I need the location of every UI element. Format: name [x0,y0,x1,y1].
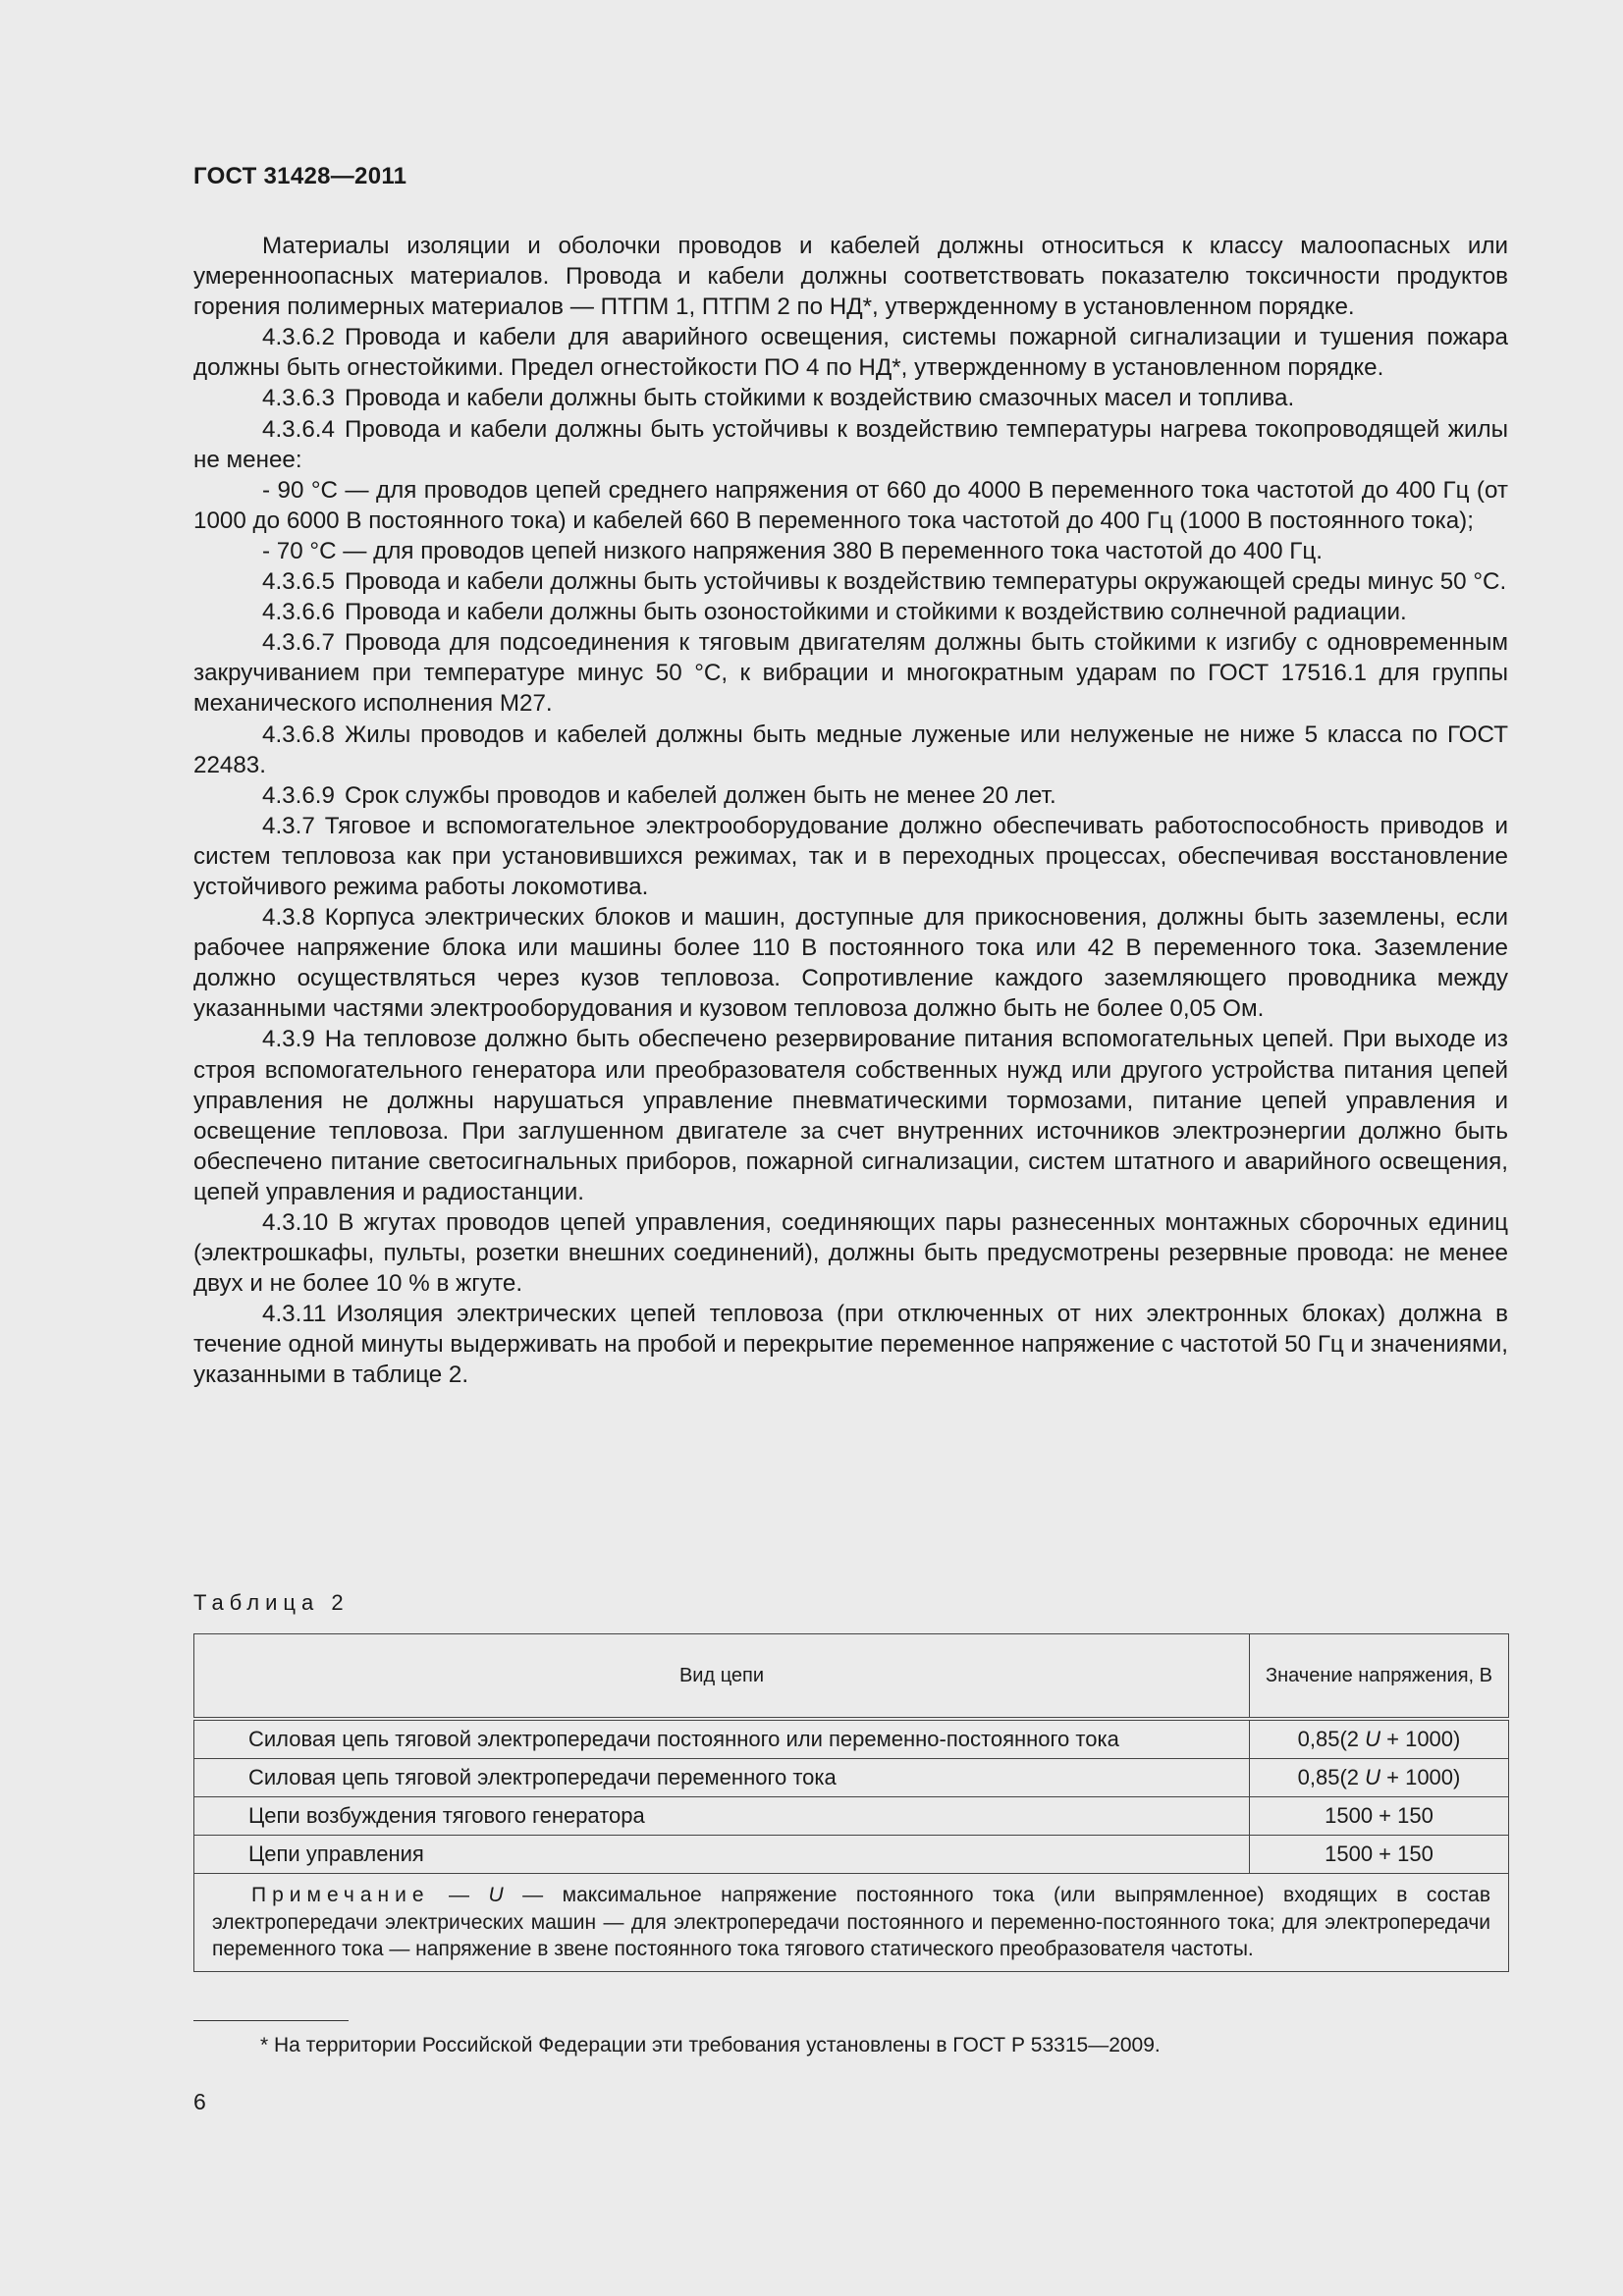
paragraph-text: Провода для подсоединения к тяговым двигателям должны быть стойкими к изгибу с одновременным закручиванием при температуре минус 50 °С, к вибрации и многократным ударам по ГОСТ 17516.1 для группы механического исполнения М27. [193,629,1508,718]
paragraph-4-3-6-3 [193,383,1508,413]
clause-number: 4.3.6.4 [262,415,335,443]
paragraph-text: Срок службы проводов и кабелей должен быть не менее 20 лет. [344,781,1056,809]
paragraph-4-3-6-6 [193,597,1508,627]
clause-number: 4.3.6.7 [262,629,335,657]
note-label: Примечание [251,1884,430,1906]
circuit-name: Силовая цепь тяговой электропередачи постоянного или переменно-постоянного тока [194,1719,1250,1759]
footnote-divider [193,2020,349,2021]
note-dash: — [429,1884,489,1906]
clause-number: 4.3.10 [262,1209,329,1236]
voltage-value [1250,1797,1509,1836]
paragraph-4-3-10 [193,1207,1508,1299]
body-text [193,231,1508,1391]
paragraph-text: Тяговое и вспомогательное электрооборудование должно обеспечивать работоспособность приводов и систем тепловоза как при установившихся режимах, так и в переходных процессах, обеспечивая восстановление устойчивого режима работы локомотива. [193,812,1508,900]
circuit-name: Цепи возбуждения тягового генератора [194,1797,1250,1836]
paragraph-4-3-8 [193,902,1508,1024]
paragraph-4-3-6-4 [193,414,1508,475]
voltage-variable: U [1365,1765,1381,1789]
voltage-table [193,1633,1509,1972]
paragraph-4-3-7 [193,811,1508,902]
table-row [194,1759,1509,1797]
paragraph-text: Материалы изоляции и оболочки проводов и кабелей должны относиться к классу малоопасных или умеренноопасных материалов. Провода и кабели должны соответствовать показателю токсичности продуктов горения полимерных материалов — ПТПМ 1, ПТПМ 2 по НД*, утвержденному в установленном порядке. [193,233,1508,321]
clause-number: 4.3.6.3 [262,385,335,412]
note-variable: U [488,1884,504,1906]
paragraph-4-3-6-7 [193,627,1508,719]
table-header-row [194,1634,1509,1720]
clause-number: 4.3.8 [262,904,315,932]
voltage-formula-end: + 1000) [1380,1727,1461,1751]
column-header-voltage: Значение напряжения, В [1250,1634,1509,1720]
clause-number: 4.3.11 [262,1301,327,1328]
clause-number: 4.3.6.6 [262,599,335,626]
paragraph-4-3-6-9 [193,780,1508,811]
clause-number: 4.3.6.2 [262,324,335,351]
voltage-value [1250,1759,1509,1797]
paragraph-text: Провода и кабели должны быть устойчивы к воздействию температуры нагрева токопроводящей жилы не менее: [193,415,1508,473]
table-caption: Таблица 2 [193,1590,350,1615]
paragraph-text: Провода и кабели должны быть озоностойкими и стойкими к воздействию солнечной радиации. [344,599,1407,626]
clause-number: 4.3.9 [262,1026,315,1053]
paragraph-4-3-6-8 [193,720,1508,780]
page-number: 6 [193,2089,206,2114]
table-row [194,1836,1509,1874]
table-row [194,1719,1509,1759]
paragraph-4-3-6-5 [193,566,1508,597]
paragraph-text: - 70 °С — для проводов цепей низкого напряжения 380 В переменного тока частотой до 400 Гц. [262,537,1323,564]
paragraph-text: На тепловозе должно быть обеспечено резервирование питания вспомогательных цепей. При выходе из строя вспомогательного генератора или преобразователя собственных нужд или другого устройства питания цепей управления не должны нарушаться управление пневматическими тормозами, питание цепей управления и освещение тепловоза. При заглушенном двигателе за счет внутренних источников электроэнергии должно быть обеспечено питание светосигнальных приборов, пожарной сигнализации, систем штатного и аварийного освещения, цепей управления и радиостанции. [193,1026,1508,1205]
paragraph-text: В жгутах проводов цепей управления, соединяющих пары разнесенных монтажных сборочных единиц (электрошкафы, пульты, розетки внешних соединений), должны быть предусмотрены резервные провода: не менее двух и не более 10 % в жгуте. [193,1209,1508,1298]
paragraph-text: Корпуса электрических блоков и машин, доступные для прикосновения, должны быть заземлены, если рабочее напряжение блока или машины более 110 В постоянного тока или 42 В переменного тока. Заземление должно осуществляться через кузов тепловоза. Сопротивление каждого заземляющего проводника между указанными частями электрооборудования и кузовом тепловоза должно быть не более 0,05 Ом. [193,904,1508,1023]
paragraph-4-3-9 [193,1024,1508,1207]
voltage-formula-start: 1500 + 150 [1325,1803,1434,1828]
clause-number: 4.3.7 [262,812,315,839]
clause-number: 4.3.6.8 [262,721,335,748]
table-row [194,1797,1509,1836]
voltage-formula-start: 0,85(2 [1297,1727,1366,1751]
voltage-value [1250,1719,1509,1759]
circuit-name: Цепи управления [194,1836,1250,1874]
paragraph-4-3-11 [193,1299,1508,1390]
voltage-formula-start: 0,85(2 [1297,1765,1366,1789]
circuit-name: Силовая цепь тяговой электропередачи переменного тока [194,1759,1250,1797]
table-note [194,1874,1509,1972]
paragraph-4-3-6-2 [193,322,1508,383]
note-text: — максимальное напряжение постоянного тока (или выпрямленное) входящих в состав электропередачи электрических машин — для электропередачи постоянного и переменно-постоянного тока; для электропередачи переменного тока — напряжение в звене постоянного тока тягового статического преобразователя частоты. [212,1884,1490,1960]
clause-number: 4.3.6.5 [262,568,335,596]
paragraph-text: Жилы проводов и кабелей должны быть медные луженые или нелуженые не ниже 5 класса по ГОСТ 22483. [193,721,1508,778]
voltage-variable: U [1365,1727,1381,1751]
column-header-circuit-type: Вид цепи [194,1634,1250,1720]
voltage-value [1250,1836,1509,1874]
paragraph-text: Провода и кабели должны быть стойкими к воздействию смазочных масел и топлива. [344,385,1295,412]
paragraph-text: Провода и кабели должны быть устойчивы к воздействию температуры окружающей среды минус 50 °С. [344,568,1507,596]
voltage-formula-start: 1500 + 150 [1325,1842,1434,1866]
voltage-formula-end: + 1000) [1380,1765,1461,1789]
table-note-row [194,1874,1509,1972]
footnote: * На территории Российской Федерации эти требования установлены в ГОСТ Р 53315—2009. [260,2034,1161,2056]
list-item-70c [193,536,1508,566]
paragraph-text: Изоляция электрических цепей тепловоза (при отключенных от них электронных блоках) должна в течение одной минуты выдерживать на пробой и перекрытие переменное напряжение с частотой 50 Гц и значениями, указанными в таблице 2. [193,1301,1508,1389]
document-header: ГОСТ 31428—2011 [193,163,407,189]
list-item-90c [193,475,1508,536]
paragraph-text: Провода и кабели для аварийного освещения, системы пожарной сигнализации и тушения пожара должны быть огнестойкими. Предел огнестойкости ПО 4 по НД*, утвержденному в установленном порядке. [193,324,1508,382]
paragraph-intro [193,231,1508,322]
clause-number: 4.3.6.9 [262,781,335,809]
paragraph-text: - 90 °С — для проводов цепей среднего напряжения от 660 до 4000 В переменного тока частотой до 400 Гц (от 1000 до 6000 В постоянного тока) и кабелей 660 В переменного тока частотой до 400 Гц (1000 В постоянного тока); [193,476,1508,534]
